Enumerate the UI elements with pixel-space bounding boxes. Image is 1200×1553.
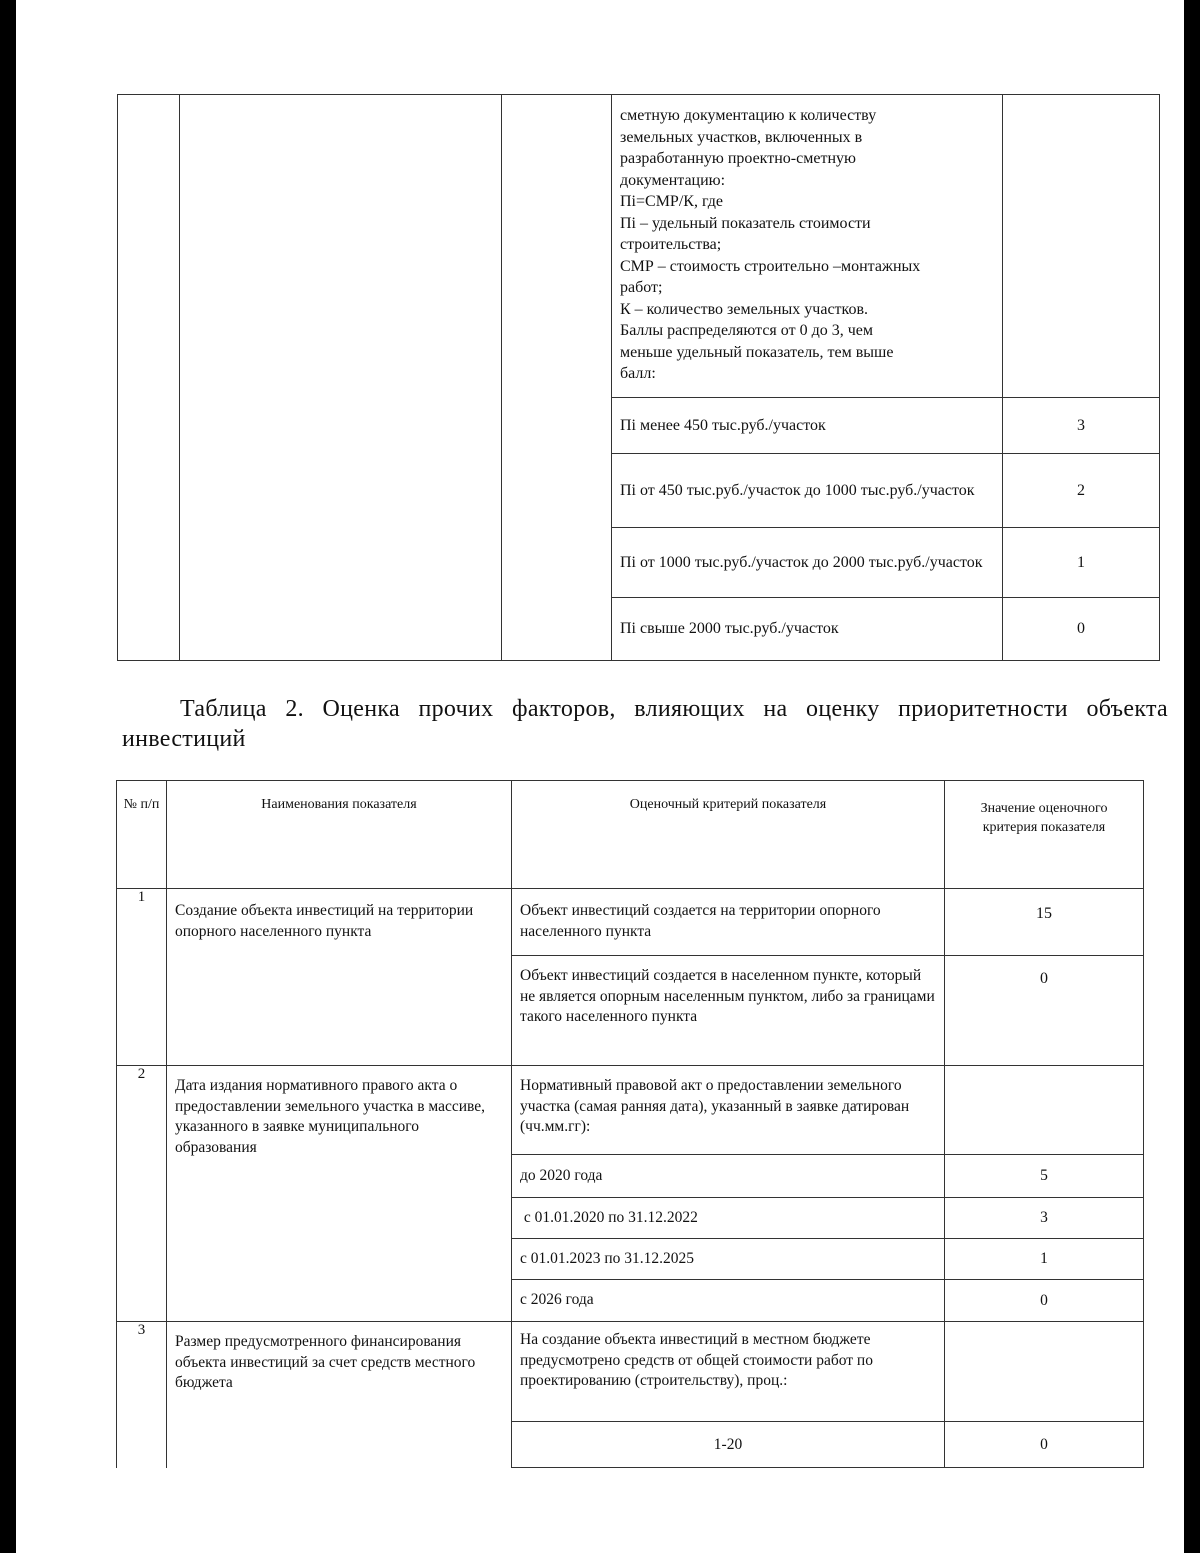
row-num: 3 — [117, 1322, 167, 1468]
value-empty — [945, 1322, 1144, 1422]
row-num: 2 — [117, 1066, 167, 1322]
criterion-value: 3 — [1003, 398, 1160, 454]
table-2-caption: Таблица 2. Оценка прочих факторов, влияющих на оценку приоритетности объекта инвестиций — [122, 696, 1168, 752]
table-2 — [116, 780, 1144, 1468]
criterion-value: 0 — [945, 1422, 1144, 1468]
criterion-intro: Нормативный правовой акт о предоставлении земельного участка (самая ранняя дата), указанный в заявке датирован (чч.мм.гг): — [520, 1077, 910, 1135]
criterion-text: Пi менее 450 тыс.руб./участок — [620, 416, 826, 434]
criterion-text: с 2026 года — [520, 1291, 594, 1309]
criterion-text: с 01.01.2023 по 31.12.2025 — [520, 1249, 695, 1267]
indicator-name: Создание объекта инвестиций на территории опорного населенного пункта — [175, 902, 474, 940]
col-num-empty — [118, 95, 180, 661]
criterion-value: 1 — [945, 1239, 1144, 1280]
table-1-continuation — [117, 94, 1160, 661]
criterion-value: 15 — [945, 889, 1144, 956]
criterion-intro: На создание объекта инвестиций в местном бюджете предусмотрено средств от общей стоимости работ по проектированию (строительству), проц.: — [520, 1331, 873, 1389]
table-row — [117, 1066, 1144, 1155]
criterion-value: 1 — [1003, 528, 1160, 598]
formula-description: сметную документацию к количеству земельных участков, включенных в разработанную проектно-сметную документацию: Пi=СМР/К, где Пi – удельный показатель стоимости строительства; СМР – стоимость строительно –монтажных работ; К – количество земельных участков. Баллы распределяются от 0 до 3, чем меньше удельный показатель, тем выше балл: — [612, 95, 1003, 398]
row-num: 1 — [117, 889, 167, 1066]
value-empty — [1003, 95, 1160, 398]
criterion-value: 2 — [1003, 454, 1160, 528]
criterion-value: 3 — [945, 1198, 1144, 1239]
criterion-text: до 2020 года — [520, 1166, 603, 1184]
criterion-value: 0 — [1003, 598, 1160, 661]
criterion-text: Пi от 450 тыс.руб./участок до 1000 тыс.руб./участок — [620, 481, 975, 499]
criterion-text: 1-20 — [512, 1422, 945, 1468]
criterion-text: Объект инвестиций создается на территории опорного населенного пункта — [520, 902, 881, 940]
table-row — [117, 1322, 1144, 1422]
col-empty — [502, 95, 612, 661]
criterion-value: 0 — [945, 956, 1144, 1066]
value-empty — [945, 1066, 1144, 1155]
document-page — [16, 0, 1184, 1553]
criterion-text: Пi свыше 2000 тыс.руб./участок — [620, 620, 839, 638]
header-name: Наименования показателя — [167, 781, 512, 889]
criterion-value: 5 — [945, 1155, 1144, 1198]
indicator-name: Размер предусмотренного финансирования объекта инвестиций за счет средств местного бюджета — [175, 1333, 476, 1391]
header-value: Значение оценочного критерия показателя — [945, 781, 1144, 889]
header-criterion: Оценочный критерий показателя — [512, 781, 945, 889]
table-header-row — [117, 781, 1144, 889]
criterion-text: Объект инвестиций создается в населенном пункте, который не является опорным населенным пунктом, либо за границами такого населенного пункта — [520, 967, 935, 1025]
criterion-value: 0 — [945, 1280, 1144, 1322]
criterion-text: Пi от 1000 тыс.руб./участок до 2000 тыс.руб./участок — [620, 553, 983, 571]
col-name-empty — [180, 95, 502, 661]
table-row — [117, 889, 1144, 956]
indicator-name: Дата издания нормативного правого акта о предоставлении земельного участка в массиве, указанного в заявке муниципального образования — [175, 1077, 486, 1156]
header-num: № п/п — [117, 781, 167, 889]
criterion-text: с 01.01.2020 по 31.12.2022 — [520, 1208, 698, 1226]
